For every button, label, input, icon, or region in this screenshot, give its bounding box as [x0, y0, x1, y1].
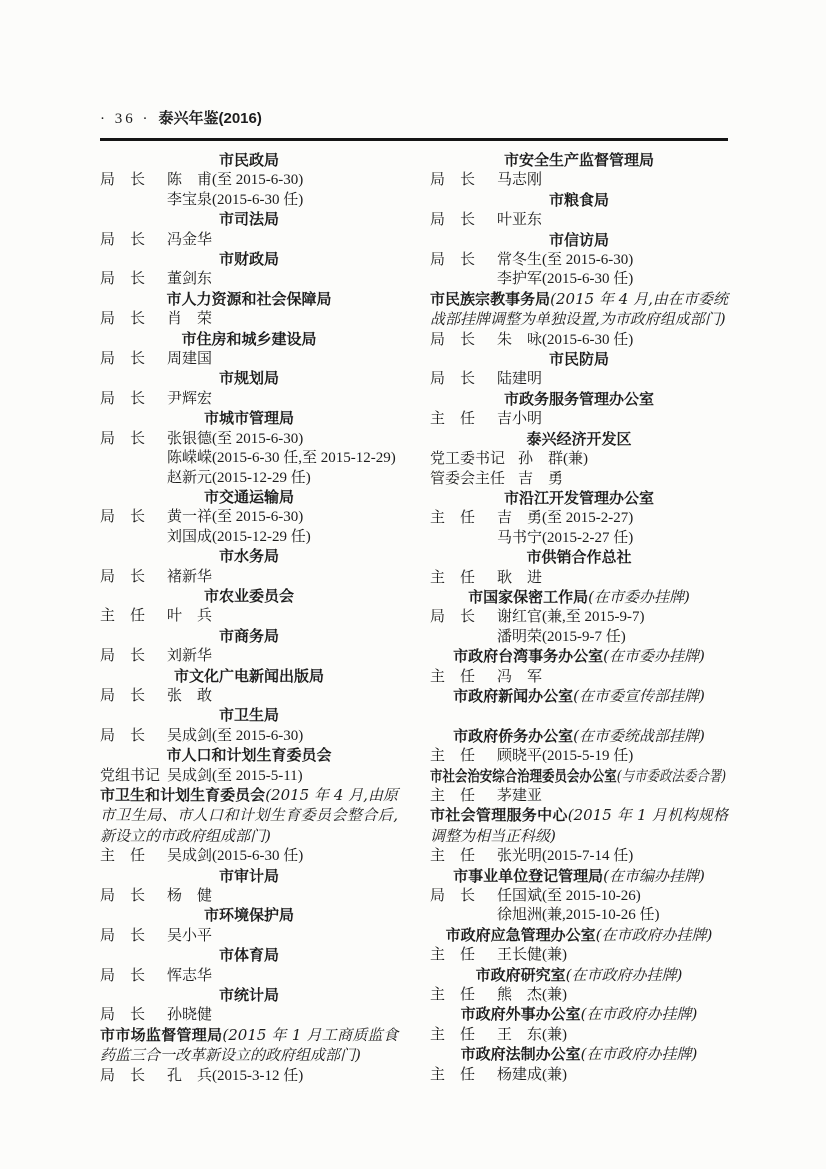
entry-person: 谢红官(兼,至 2015-9-7) [497, 609, 645, 626]
entry-row [430, 668, 728, 687]
org-name: 市沿江开发管理办公室 [503, 489, 654, 507]
org-heading-row [100, 906, 398, 926]
entry-row [100, 270, 398, 289]
org-heading-row [430, 191, 728, 211]
org-heading-row [100, 151, 398, 171]
org-heading-row [430, 926, 728, 946]
entry-label: 局 长 [430, 609, 476, 626]
entry-person: 潘明荣(2015-9-7 任) [497, 628, 626, 645]
entry-label [430, 529, 497, 548]
entry-label: 局 长 [100, 231, 146, 248]
page-number: · 36 · [100, 111, 151, 127]
org-name: 市卫生和计划生育委员会 [100, 787, 266, 804]
entry-person: 赵新元(2015-12-29 任) [167, 469, 311, 486]
column-left [100, 151, 398, 1086]
org-heading-row [100, 986, 398, 1006]
entry-row [100, 767, 398, 786]
entry-label: 局 长 [100, 271, 146, 288]
org-name: 市民族宗教事务局 [430, 290, 551, 308]
entry-row [100, 927, 398, 946]
entry-label [100, 469, 167, 488]
org-heading-row [430, 1045, 728, 1065]
entry-person: 吴成剑(至 2015-5-11) [167, 767, 303, 784]
book-title: 泰兴年鉴(2016) [158, 110, 262, 127]
entry-row [430, 450, 728, 469]
entry-person: 孙 群(兼) [518, 451, 589, 468]
org-name: 市政府法制办公室 [460, 1046, 581, 1064]
org-heading-row [430, 867, 728, 887]
entry-row [100, 647, 398, 666]
entry-label: 局 长 [430, 252, 476, 269]
entry-person: 周建国 [167, 351, 213, 368]
entry-row [430, 986, 728, 1005]
org-heading-row [100, 867, 398, 887]
entry-label: 主 任 [430, 788, 476, 804]
entry-label: 局 长 [100, 311, 146, 328]
entry-label: 主 任 [100, 608, 146, 625]
blank-row [430, 707, 728, 726]
entry-person: 叶亚东 [497, 212, 543, 229]
org-heading-row [430, 588, 728, 608]
entry-label: 局 长 [430, 172, 476, 189]
entry-label: 主 任 [100, 848, 146, 865]
org-name: 市体育局 [218, 947, 279, 965]
entry-label: 局 长 [100, 351, 146, 368]
entry-person: 褚新华 [167, 568, 213, 585]
entry-label: 主 任 [430, 987, 476, 1004]
org-name: 市信访局 [548, 231, 609, 249]
page-header [100, 109, 728, 129]
org-heading-row [100, 746, 398, 766]
org-heading-row [100, 290, 398, 310]
entry-person: 刘新华 [167, 648, 213, 665]
org-name: 市农业委员会 [203, 587, 294, 605]
org-note: (与市委政法委合署) [616, 766, 727, 785]
entry-person: 冯金华 [167, 231, 213, 248]
org-name: 市社会治安综合治理委员会办公室 [430, 767, 617, 785]
entry-row [100, 350, 398, 369]
entry-person: 杨 健 [167, 888, 213, 905]
entry-person: 张银德(至 2015-6-30) [167, 430, 304, 447]
entry-person: 黄一祥(至 2015-6-30) [167, 509, 304, 526]
org-heading-row [100, 706, 398, 726]
org-note: (在市委统战部挂牌) [573, 726, 705, 745]
entry-row [430, 251, 728, 270]
entry-person: 熊 杰(兼) [497, 987, 567, 1004]
org-heading-row [100, 250, 398, 270]
entry-row [100, 1067, 398, 1086]
org-name: 市民政局 [218, 152, 279, 169]
entry-label: 局 长 [430, 212, 476, 229]
org-heading-row [430, 151, 728, 171]
entry-row [100, 449, 398, 468]
org-heading-row [100, 330, 398, 350]
org-name: 市审计局 [218, 867, 279, 885]
org-name: 市政府侨务办公室 [453, 727, 574, 745]
entry-row [100, 390, 398, 409]
org-note: (在市委办挂牌) [603, 647, 705, 666]
entry-label: 主 任 [430, 1026, 476, 1043]
entry-label: 主 任 [430, 569, 476, 586]
entry-person: 张 敢 [167, 687, 213, 704]
org-heading-row [100, 488, 398, 508]
entry-row [100, 847, 398, 866]
entry-person: 吉小明 [497, 411, 543, 428]
entry-row [430, 211, 728, 230]
org-name: 市卫生局 [218, 707, 279, 725]
org-name: 市住房和城乡建设局 [181, 330, 317, 348]
org-name: 市供销合作总社 [526, 549, 632, 567]
org-heading-row [430, 966, 728, 986]
org-note: (在市委宣传部挂牌) [573, 686, 705, 705]
org-note: (2015 年 4 月,由原市卫生局、市人口和计划生育委员会整合后,新设立的市政府组成部门) [100, 786, 398, 845]
entry-label: 主 任 [430, 748, 476, 765]
org-heading-row [430, 1005, 728, 1025]
entry-person: 恽志华 [167, 967, 213, 984]
entry-person: 陆建明 [497, 371, 543, 388]
entry-person: 顾晓平(2015-5-19 任) [497, 748, 634, 765]
org-heading-row [100, 946, 398, 966]
org-name: 市政府台湾事务办公室 [453, 648, 604, 666]
org-name: 市事业单位登记管理局 [453, 867, 604, 885]
org-note: (在市政府办挂牌) [580, 1045, 698, 1064]
entry-label: 局 长 [100, 568, 146, 585]
entry-row [430, 1066, 728, 1085]
header-rule [100, 138, 728, 141]
entry-row [430, 270, 728, 289]
entry-row [100, 568, 398, 587]
entry-label: 党组书记 [100, 767, 161, 784]
entry-row [430, 410, 728, 429]
entry-person: 张光明(2015-7-14 任) [497, 848, 634, 865]
org-name: 泰兴经济开发区 [526, 430, 632, 448]
org-heading-row [100, 369, 398, 389]
entry-row [430, 906, 728, 925]
entry-label [430, 906, 497, 925]
entry-label [430, 270, 497, 289]
entry-label: 局 长 [100, 727, 146, 744]
entry-row [430, 787, 728, 806]
org-name: 市财政局 [218, 251, 279, 269]
entry-row [430, 747, 728, 766]
entry-person: 茅建亚 [497, 788, 543, 804]
entry-row [430, 608, 728, 627]
org-name: 市文化广电新闻出版局 [173, 667, 324, 685]
entry-label: 局 长 [100, 1067, 146, 1084]
entry-person: 冯 军 [497, 668, 543, 685]
entry-label: 局 长 [100, 967, 146, 984]
entry-label: 局 长 [430, 888, 476, 905]
org-name: 市民防局 [548, 351, 609, 369]
org-heading-row [430, 727, 728, 747]
org-name: 市水务局 [218, 548, 279, 566]
entry-label: 局 长 [100, 172, 146, 189]
org-name: 市统计局 [218, 987, 279, 1005]
entry-label: 局 长 [430, 331, 476, 348]
org-heading-row [430, 350, 728, 370]
entry-label: 主 任 [430, 411, 476, 428]
entry-row [100, 1006, 398, 1025]
entry-person: 孔 兵(2015-3-12 任) [167, 1067, 304, 1084]
entry-person: 陈 甫(至 2015-6-30) [167, 172, 304, 189]
org-note: (在市政府办挂牌) [580, 1005, 698, 1024]
entry-row [430, 370, 728, 389]
entry-person: 王 东(兼) [497, 1026, 567, 1043]
org-name: 市粮食局 [548, 191, 609, 209]
org-note: (在市政府办挂牌) [595, 925, 713, 944]
org-heading-row [430, 231, 728, 251]
org-heading-row [430, 647, 728, 667]
entry-person: 任国斌(至 2015-10-26) [497, 888, 641, 905]
entry-person: 吉 勇(至 2015-2-27) [497, 510, 634, 527]
entry-row [430, 1026, 728, 1045]
entry-person: 徐旭洲(兼,2015-10-26 任) [497, 907, 660, 924]
entry-person: 陈嵘嵘(2015-6-30 任,至 2015-12-29) [167, 450, 396, 467]
org-name: 市社会管理服务中心 [430, 807, 568, 825]
org-note: (在市委办挂牌) [588, 587, 690, 606]
org-name: 市交通运输局 [203, 488, 294, 506]
entry-person: 尹辉宏 [167, 390, 213, 407]
org-heading-row [100, 587, 398, 607]
org-name: 市政府研究室 [475, 966, 566, 984]
org-note: (在市编办挂牌) [603, 866, 705, 885]
org-note: (2015 年 1 月工商质监食药监三合一改革新设立的政府组成部门) [100, 1025, 398, 1065]
org-heading-row [100, 627, 398, 647]
org-name: 市市场监督管理局 [100, 1026, 223, 1044]
entry-row [100, 887, 398, 906]
entry-label [100, 528, 167, 547]
entry-person: 吉 勇 [518, 470, 564, 487]
column-right [430, 151, 728, 1086]
org-name: 市人口和计划生育委员会 [166, 747, 332, 765]
org-name: 市人力资源和社会保障局 [166, 290, 332, 308]
org-heading-flow-row [430, 806, 728, 847]
entry-person: 肖 荣 [167, 311, 213, 328]
entry-row [430, 509, 728, 528]
entry-label: 局 长 [100, 927, 146, 944]
entry-person: 李宝泉(2015-6-30 任) [167, 191, 304, 208]
org-heading-row [430, 489, 728, 509]
entry-row [430, 470, 728, 489]
org-heading-flow-row [430, 766, 727, 787]
org-name: 市政府应急管理办公室 [445, 926, 596, 944]
entry-row [100, 607, 398, 626]
entry-row [100, 687, 398, 706]
entry-row [100, 191, 398, 210]
org-heading-row [430, 390, 728, 410]
entry-row [100, 967, 398, 986]
org-heading-row [430, 687, 728, 707]
org-name: 市政务服务管理办公室 [503, 390, 654, 408]
entry-label [430, 628, 497, 647]
entry-label: 管委会主任 [430, 470, 506, 487]
content-columns [100, 151, 728, 1086]
entry-label: 主 任 [430, 668, 476, 685]
org-heading-flow-row [100, 786, 398, 847]
org-note: (2015 年 4 月,由在市委统战部挂牌调整为单独设置,为市政府组成部门) [430, 289, 728, 329]
org-name: 市商务局 [218, 627, 279, 645]
entry-label: 局 长 [100, 430, 146, 447]
entry-row [100, 727, 398, 746]
org-heading-row [100, 409, 398, 429]
entry-row [430, 171, 728, 190]
entry-person: 杨建成(兼) [497, 1066, 567, 1083]
org-heading-row [430, 548, 728, 568]
entry-person: 朱 咏(2015-6-30 任) [497, 331, 634, 348]
org-name: 市规划局 [218, 370, 279, 388]
org-name: 市环境保护局 [203, 907, 294, 925]
entry-person: 马书宁(2015-2-27 任) [497, 529, 634, 546]
entry-row [100, 310, 398, 329]
org-name: 市政府外事办公室 [460, 1006, 581, 1024]
entry-person: 王长健(兼) [497, 947, 567, 964]
entry-person: 孙晓健 [167, 1007, 213, 1024]
entry-label: 主 任 [430, 1066, 476, 1083]
entry-row [430, 887, 728, 906]
org-name: 市司法局 [218, 211, 279, 229]
org-note: (2015 年 1 月机构规格调整为相当正科级) [430, 806, 728, 845]
entry-person: 耿 进 [497, 569, 543, 586]
entry-label: 党工委书记 [430, 451, 506, 468]
org-heading-row [100, 667, 398, 687]
entry-person: 吴小平 [167, 927, 213, 944]
org-heading-row [100, 547, 398, 567]
entry-person: 吴成剑(至 2015-6-30) [167, 727, 304, 744]
org-name: 市政府新闻办公室 [453, 687, 574, 705]
entry-row [430, 569, 728, 588]
entry-label [100, 449, 167, 468]
entry-person: 马志刚 [497, 172, 543, 189]
entry-label: 局 长 [100, 648, 146, 665]
entry-row [100, 469, 398, 488]
org-heading-flow-row [430, 290, 728, 331]
org-heading-row [100, 210, 398, 230]
entry-label: 主 任 [430, 947, 476, 964]
entry-row [100, 171, 398, 190]
org-heading-flow-row [100, 1026, 398, 1067]
entry-row [430, 529, 728, 548]
entry-label: 局 长 [100, 687, 146, 704]
org-note: (在市政府办挂牌) [565, 965, 683, 984]
entry-label: 主 任 [430, 848, 476, 865]
entry-label: 局 长 [100, 509, 146, 526]
entry-label [100, 191, 167, 210]
entry-label: 主 任 [430, 510, 476, 527]
entry-row [430, 847, 728, 866]
entry-label: 局 长 [100, 1007, 146, 1024]
entry-row [430, 331, 728, 350]
entry-person: 李护军(2015-6-30 任) [497, 271, 634, 288]
entry-row [430, 946, 728, 965]
entry-row [430, 628, 728, 647]
entry-label: 局 长 [100, 888, 146, 905]
entry-row [100, 430, 398, 449]
entry-row [100, 231, 398, 250]
entry-person: 刘国成(2015-12-29 任) [167, 528, 311, 545]
entry-label: 局 长 [430, 371, 476, 388]
org-name: 市国家保密工作局 [468, 588, 589, 606]
org-name: 市城市管理局 [203, 410, 294, 428]
org-name: 市安全生产监督管理局 [503, 152, 654, 169]
org-heading-row [430, 430, 728, 450]
entry-row [100, 528, 398, 547]
entry-person: 常冬生(至 2015-6-30) [497, 252, 634, 269]
entry-person: 吴成剑(2015-6-30 任) [167, 848, 304, 865]
entry-person: 董剑东 [167, 271, 213, 288]
entry-label: 局 长 [100, 390, 146, 407]
entry-person: 叶 兵 [167, 608, 213, 625]
entry-row [100, 508, 398, 527]
